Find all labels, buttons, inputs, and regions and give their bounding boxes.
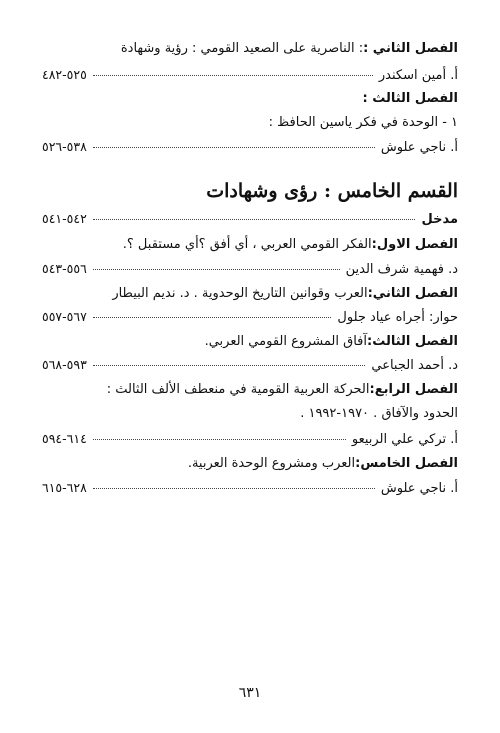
toc-entry-author	[42, 308, 458, 327]
chapter-label: الفصل الثالث :	[362, 91, 458, 106]
toc-entry-chapter-3	[42, 90, 458, 108]
page-range: ٥٩٣-٥٦٨	[42, 357, 87, 372]
leader-dots	[93, 147, 375, 148]
chapter-label: الفصل الثاني:	[367, 286, 458, 301]
author-name: أ. تركي علي الربيعو	[351, 432, 458, 447]
chapter-title: : الناصرية على الصعيد القومي : رؤية وشهادة	[120, 41, 364, 56]
chapter-label: الفصل الثالث:	[367, 334, 458, 349]
chapter-label: الفصل الخامس:	[355, 456, 458, 471]
author-name: حوار: أجراه عياد جلول	[337, 310, 458, 325]
toc-entry-chapter-4	[42, 381, 458, 399]
leader-dots	[93, 365, 366, 366]
leader-dots	[93, 269, 340, 270]
leader-dots	[93, 75, 373, 76]
toc-entry-author	[42, 260, 458, 279]
toc-entry-author	[42, 479, 458, 498]
toc-entry-chapter-3	[42, 333, 458, 351]
section-title: القسم الخامس : رؤى وشهادات	[206, 180, 458, 202]
toc-entry-author	[42, 356, 458, 375]
page-range: ٥٣٨-٥٢٦	[42, 139, 87, 154]
toc-entry-subtitle	[42, 114, 458, 132]
chapter-title: العرب وقوانين التاريخ الوحدوية . د. نديم البيطار	[112, 286, 368, 301]
toc-entry-chapter-2	[42, 285, 458, 303]
toc-entry-subtitle	[42, 405, 458, 423]
chapter-title: العرب ومشروع الوحدة العربية.	[187, 456, 356, 471]
page-range: ٥٦٧-٥٥٧	[42, 309, 87, 324]
leader-dots	[93, 219, 416, 220]
page-range: ٥٥٦-٥٤٣	[42, 261, 87, 276]
author-name: أ. أمين اسكندر	[378, 68, 458, 83]
author-name: أ. ناجي علوش	[380, 140, 458, 155]
leader-dots	[93, 488, 375, 489]
chapter-title: الفكر القومي العربي ، أي أفق ؟أي مستقبل ؟.	[122, 237, 372, 252]
chapter-label: الفصل الاول:	[371, 237, 458, 252]
chapter-label: الفصل الثاني :	[363, 41, 458, 56]
chapter-title: الحدود والآفاق . ١٩٧٠-١٩٩٢ .	[300, 406, 458, 421]
toc-entry-chapter-2	[42, 40, 458, 58]
author-name: د. أحمد الجباعي	[371, 358, 458, 373]
author-name: د. فهمية شرف الدين	[345, 262, 458, 277]
page-number: ٦٣١	[238, 685, 262, 701]
page-range: ٥٢٥-٤٨٢	[42, 67, 87, 82]
leader-dots	[93, 317, 332, 318]
author-name: أ. ناجي علوش	[380, 481, 458, 496]
chapter-title: ١ - الوحدة في فكر ياسين الحافظ :	[268, 115, 458, 130]
chapter-label: الفصل الرابع:	[369, 382, 458, 397]
toc-entry-intro	[42, 210, 458, 229]
page-range: ٦١٤-٥٩٤	[42, 431, 87, 446]
chapter-title: آفاق المشروع القومي العربي.	[204, 334, 367, 349]
leader-dots	[93, 439, 346, 440]
page-range: ٦٢٨-٦١٥	[42, 480, 87, 495]
toc-entry-author	[42, 138, 458, 157]
page-range: ٥٤٢-٥٤١	[42, 211, 87, 226]
chapter-title: الحركة العربية القومية في منعطف الألف الثالث :	[106, 382, 370, 397]
toc-entry-chapter-5	[42, 455, 458, 473]
toc-entry-chapter-1	[42, 236, 458, 254]
toc-entry-author	[42, 66, 458, 85]
intro-label: مدخل	[421, 212, 458, 227]
toc-entry-author	[42, 430, 458, 449]
